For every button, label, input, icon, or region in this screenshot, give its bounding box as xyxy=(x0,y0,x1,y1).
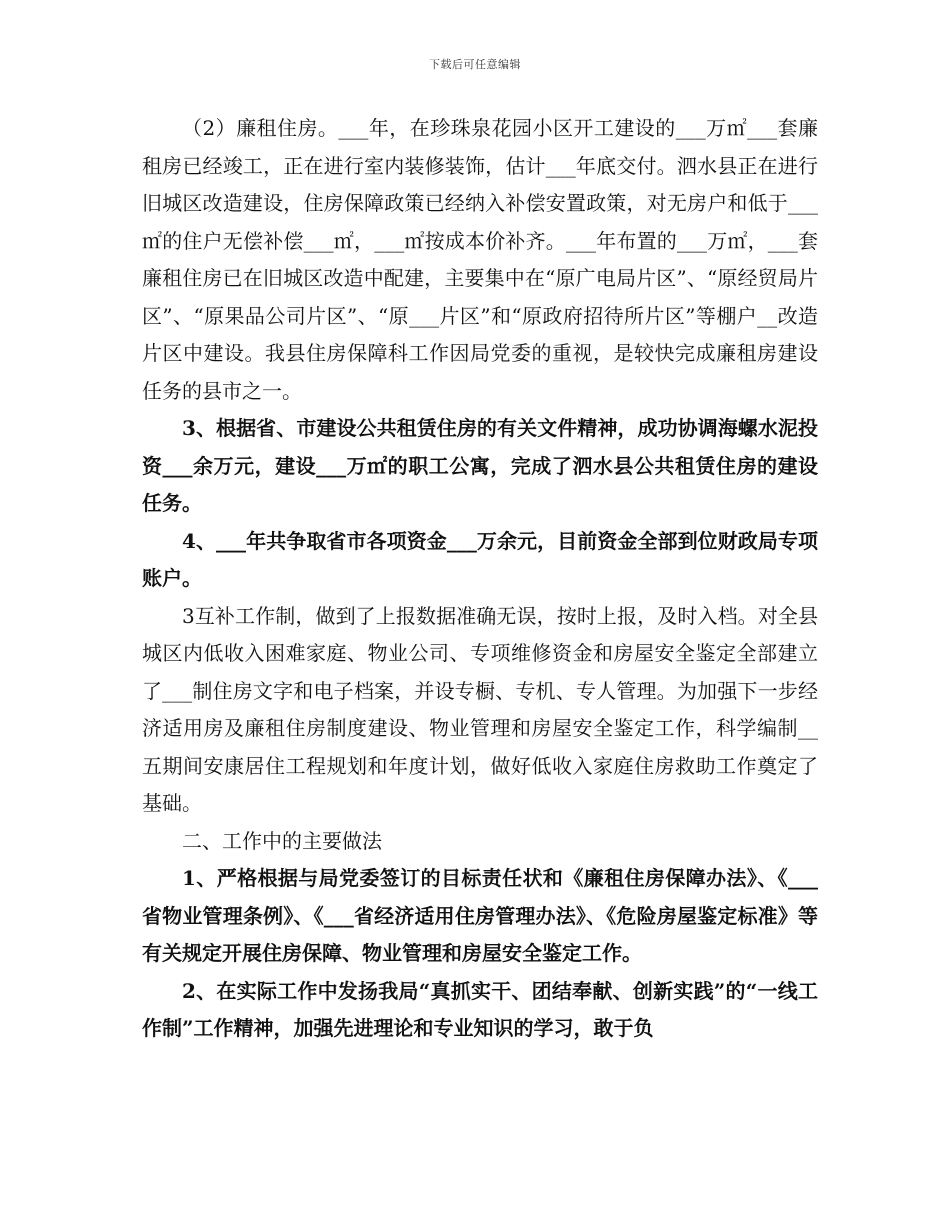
paragraph-funding: 4、___年共争取省市各项资金___万余元，目前资金全部到位财政局专项账户。 xyxy=(142,528,818,590)
section-heading-main-practices: 二、工作中的主要做法 xyxy=(182,828,382,853)
paragraph-regulations: 1、严格根据与局党委签订的目标责任状和《廉租住房保障办法》、《___省物业管理条例》、《___省经济适用住房管理办法》、《危险房屋鉴定标准》等有关规定开展住房保障、物业管理和房屋安全鉴定工作。 xyxy=(142,866,818,965)
document-body xyxy=(142,110,818,1048)
page-header-note: 下载后可任意编辑 xyxy=(429,58,521,71)
paragraph-low-rent-housing: （2）廉租住房。___年，在珍珠泉花园小区开工建设的___万㎡___套廉租房已经竣工，正在进行室内装修装饰，估计___年底交付。泗水县正在进行旧城区改造建设，住房保障政策已经纳入补偿安置政策，对无房户和低于___㎡的住户无偿补偿___㎡，___㎡按成本价补齐。___年布置的___万㎡，___套廉租住房已在旧城区改造中配建，主要集中在“原广电局片区”、“原经贸局片区”、“原果品公司片区”、“原___片区”和“原政府招待所片区”等棚户__改造片区中建设。我县住房保障科工作因局党委的重视，是较快完成廉租房建设任务的县市之一。 xyxy=(142,116,818,403)
paragraph-archives: 3互补工作制，做到了上报数据准确无误，按时上报，及时入档。对全县城区内低收入困难家庭、物业公司、专项维修资金和房屋安全鉴定全部建立了___制住房文字和电子档案，并设专橱、专机、专人管理。为加强下一步经济适用房及廉租住房制度建设、物业管理和房屋安全鉴定工作，科学编制__五期间安康居住工程规划和年度计划，做好低收入家庭住房救助工作奠定了基础。 xyxy=(142,603,818,815)
paragraph-work-spirit: 2、在实际工作中发扬我局“真抓实干、团结奉献、创新实践”的“一线工作制”工作精神，加强先进理论和专业知识的学习，敢于负 xyxy=(142,978,818,1040)
paragraph-public-rental-housing: 3、根据省、市建设公共租赁住房的有关文件精神，成功协调海螺水泥投资___余万元，建设___万㎡的职工公寓，完成了泗水县公共租赁住房的建设任务。 xyxy=(142,416,818,515)
